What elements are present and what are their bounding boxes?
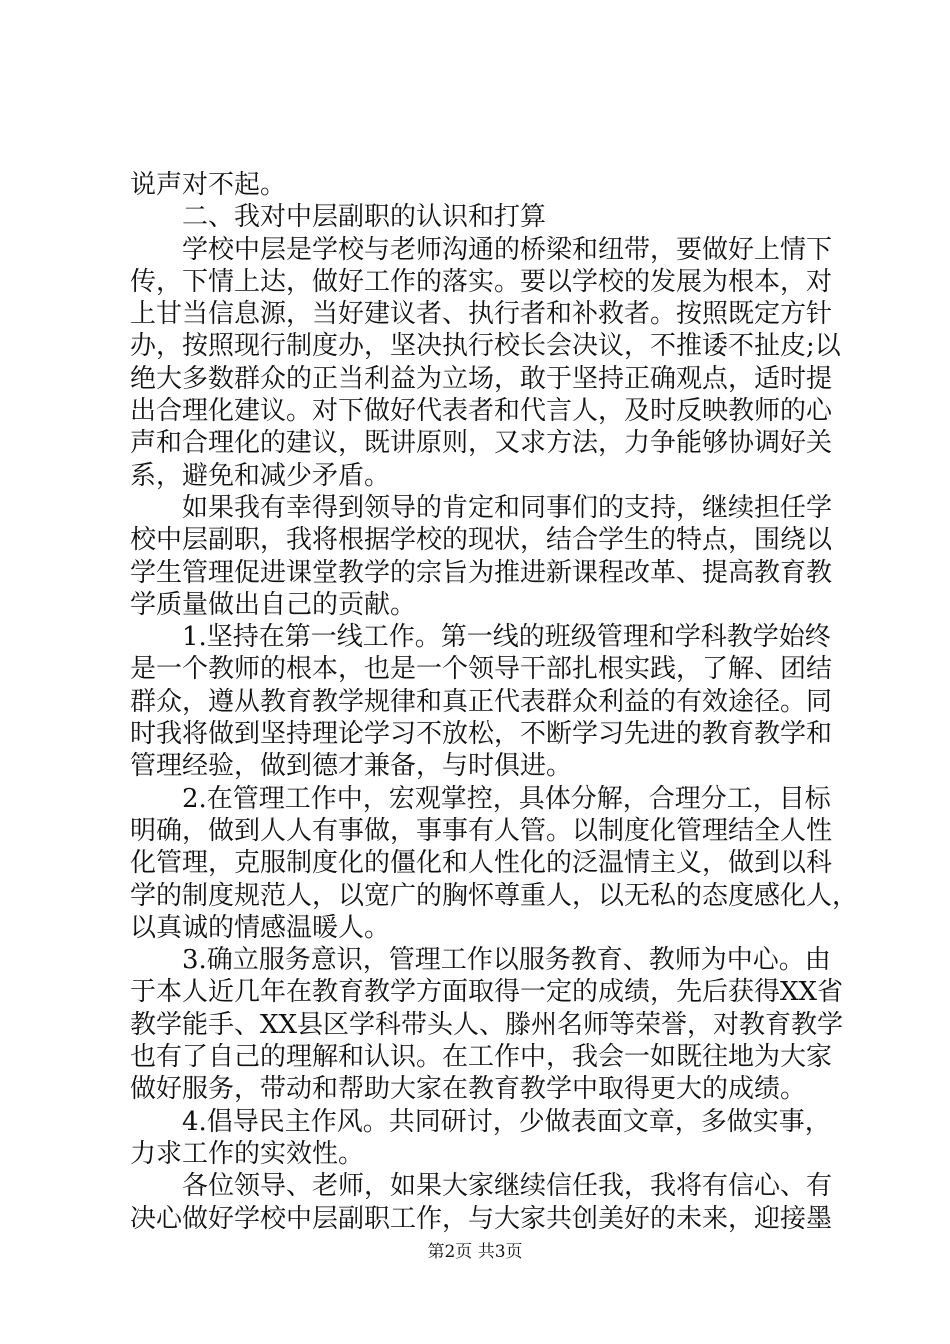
- paragraph: [130, 169, 830, 201]
- text-line: 声和合理化的建议，既讲原则，又求方法，力争能够协调好关: [130, 428, 833, 459]
- text-line: 办，按照现行制度办，坚决执行校长会决议，不推诿不扯皮;以: [130, 331, 841, 362]
- text-line: 学生管理促进课堂教学的宗旨为推进新课程改革、提高教育教: [130, 557, 833, 588]
- paragraph: [130, 201, 830, 233]
- text-line: 教学能手、XX县区学科带头人、滕州名师等荣誉，对教育教学: [130, 1009, 844, 1040]
- text-line: 化管理，克服制度化的僵化和人性化的泛温情主义，做到以科: [130, 848, 833, 879]
- text-line: 时我将做到坚持理论学习不放松，不断学习先进的教育教学和: [130, 719, 833, 750]
- text-line: 系，避免和减少矛盾。: [130, 460, 391, 491]
- text-line: 决心做好学校中层副职工作，与大家共创美好的未来，迎接墨: [130, 1203, 833, 1234]
- paragraph: [130, 621, 833, 782]
- text-line: 4.倡导民主作风。共同研讨，少做表面文章，多做实事，: [182, 1106, 831, 1137]
- text-line: 传，下情上达，做好工作的落实。要以学校的发展为根本，对: [130, 266, 833, 297]
- text-line: 如果我有幸得到领导的肯定和同事们的支持，继续担任学: [182, 492, 833, 523]
- text-line: 出合理化建议。对下做好代表者和代言人，及时反映教师的心: [130, 396, 833, 427]
- text-line: 各位领导、老师，如果大家继续信任我，我将有信心、有: [182, 1171, 833, 1202]
- page-footer: 第2页 共3页: [427, 1242, 523, 1262]
- paragraph: [130, 1106, 830, 1171]
- text-line: 管理经验，做到德才兼备，与时俱进。: [130, 751, 573, 782]
- text-line: 力求工作的实效性。: [130, 1138, 365, 1169]
- text-line: 也有了自己的理解和认识。在工作中，我会一如既往地为大家: [130, 1042, 833, 1073]
- paragraph: [130, 944, 844, 1105]
- text-line: 学质量做出自己的贡献。: [130, 589, 417, 620]
- text-line: 校中层副职，我将根据学校的现状，结合学生的特点，围绕以: [130, 525, 833, 556]
- paragraph: [130, 1170, 833, 1235]
- paragraph: [130, 234, 841, 492]
- text-line: 二、我对中层副职的认识和打算: [182, 202, 547, 233]
- text-line: 以真诚的情感温暖人。: [130, 912, 391, 943]
- text-line: 学的制度规范人，以宽广的胸怀尊重人，以无私的态度感化人，: [130, 880, 859, 911]
- text-line: 群众，遵从教育教学规律和真正代表群众利益的有效途径。同: [130, 686, 833, 717]
- paragraph: [130, 783, 859, 944]
- text-line: 是一个教师的根本，也是一个领导干部扎根实践，了解、团结: [130, 654, 833, 685]
- text-line: 上甘当信息源，当好建议者、执行者和补救者。按照既定方针: [130, 299, 833, 330]
- text-line: 做好服务，带动和帮助大家在教育教学中取得更大的成绩。: [130, 1074, 807, 1105]
- text-line: 2.在管理工作中，宏观掌控，具体分解，合理分工，目标: [182, 783, 831, 814]
- text-line: 1.坚持在第一线工作。第一线的班级管理和学科教学始终: [182, 622, 831, 653]
- text-line: 绝大多数群众的正当利益为立场，敢于坚持正确观点，适时提: [130, 363, 833, 394]
- text-line: 说声对不起。: [130, 170, 287, 200]
- text-line: 于本人近几年在教育教学方面取得一定的成绩，先后获得XX省: [130, 977, 844, 1008]
- paragraph: [130, 492, 833, 621]
- text-line: 明确，做到人人有事做，事事有人管。以制度化管理结全人性: [130, 815, 833, 846]
- text-line: 学校中层是学校与老师沟通的桥梁和纽带，要做好上情下: [182, 234, 833, 265]
- text-line: 3.确立服务意识，管理工作以服务教育、教师为中心。由: [182, 945, 831, 976]
- document-body: [130, 169, 859, 1235]
